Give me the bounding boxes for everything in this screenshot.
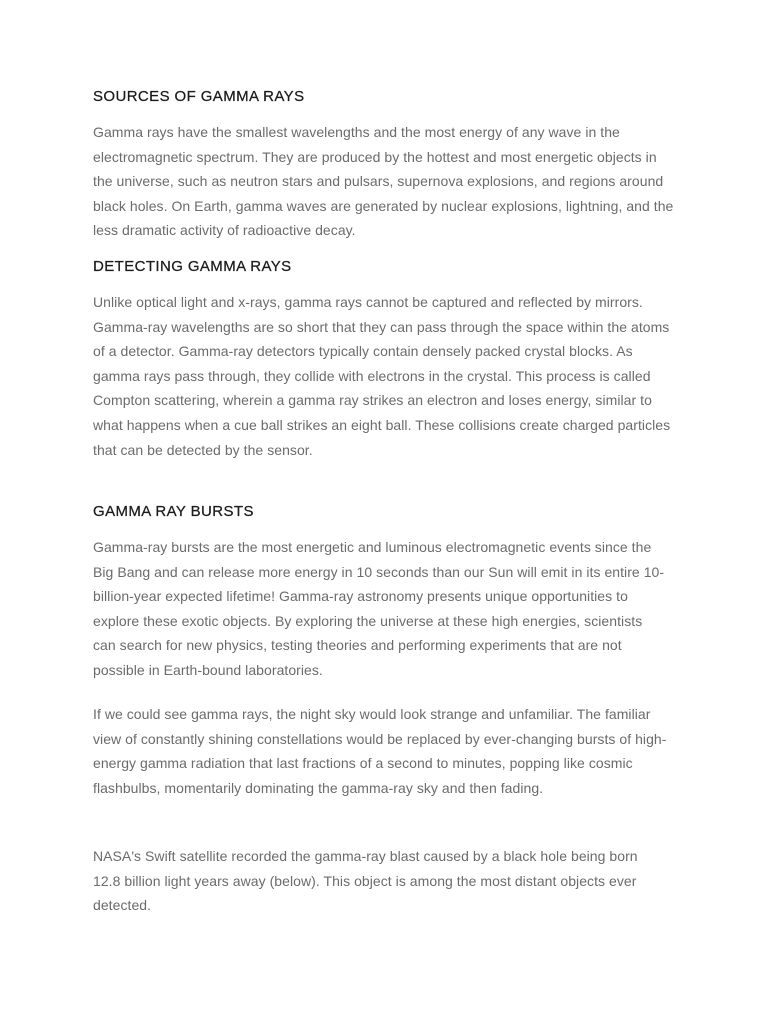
section-heading-bursts: GAMMA RAY BURSTS xyxy=(93,503,254,520)
paragraph-swift-satellite: NASA's Swift satellite recorded the gamma-ray blast caused by a black hole being born 12.8 billion light years away (below). This object is among the most distant objects ever detected. xyxy=(93,848,638,914)
section-heading-detecting: DETECTING GAMMA RAYS xyxy=(93,258,292,275)
section-paragraph-sources: Gamma rays have the smallest wavelengths and the most energy of any wave in the electromagnetic spectrum. They are produced by the hottest and most energetic objects in the universe, such as neutron stars and pulsars, supernova explosions, and regions around black holes. On Earth, gamma waves are generated by nuclear explosions, lightning, and the less dramatic activity of radioactive decay. xyxy=(93,124,674,239)
paragraph-night-sky: If we could see gamma rays, the night sky would look strange and unfamiliar. The familiar view of constantly shining constellations would be replaced by ever-changing bursts of high-energy gamma radiation that last fractions of a second to minutes, popping like cosmic flashbulbs, momentarily dominating the gamma-ray sky and then fading. xyxy=(93,706,667,796)
section-heading-sources: SOURCES OF GAMMA RAYS xyxy=(93,88,305,105)
section-paragraph-bursts: Gamma-ray bursts are the most energetic and luminous electromagnetic events since the Big Bang and can release more energy in 10 seconds than our Sun will emit in its entire 10-billion-year expected lifetime! Gamma-ray astronomy presents unique opportunities to explore these exotic objects. By exploring the universe at these high energies, scientists can search for new physics, testing theories and performing experiments that are not possible in Earth-bound laboratories. xyxy=(93,539,665,678)
section-paragraph-detecting: Unlike optical light and x-rays, gamma rays cannot be captured and reflected by mirrors. Gamma-ray wavelengths are so short that they can pass through the space within the atoms of a detector. Gamma-ray detectors typically contain densely packed crystal blocks. As gamma rays pass through, they collide with electrons in the crystal. This process is called Compton scattering, wherein a gamma ray strikes an electron and loses energy, similar to what happens when a cue ball strikes an eight ball. These collisions create charged particles that can be detected by the sensor. xyxy=(93,294,671,458)
